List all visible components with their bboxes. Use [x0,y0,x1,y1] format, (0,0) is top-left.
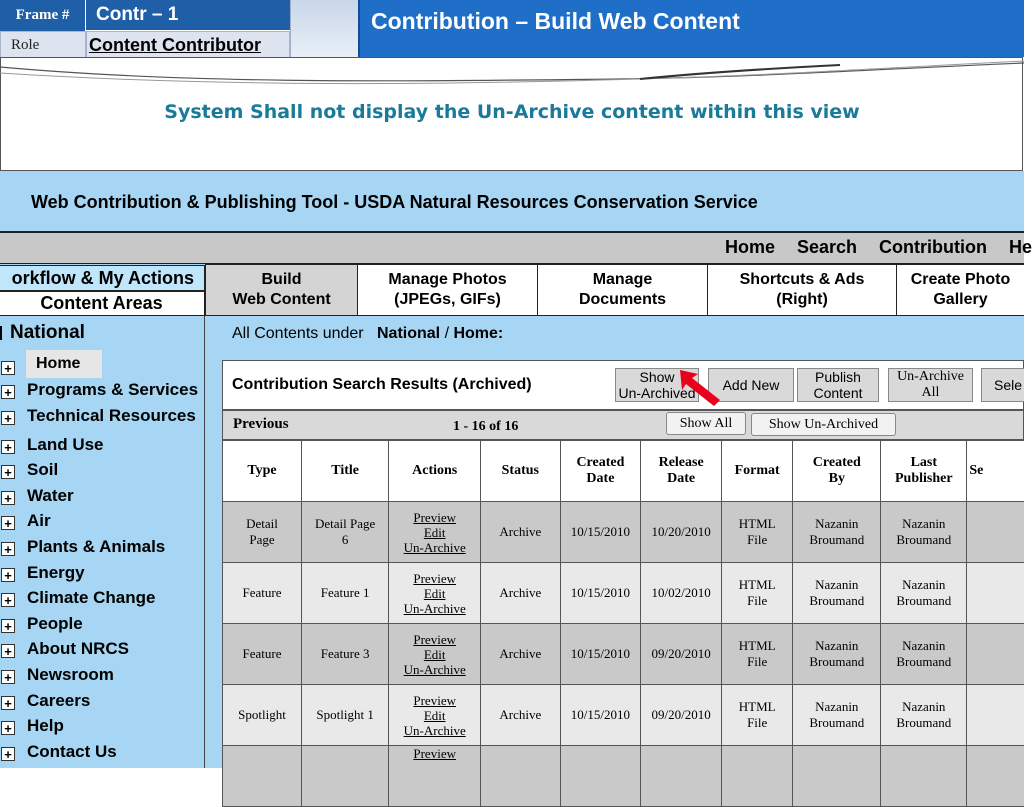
red-pointer-arrow-icon [678,368,724,408]
column-header[interactable] [641,441,722,502]
nav-home[interactable]: Home [724,237,775,257]
cell-created-by [793,563,881,624]
tab-line: Gallery [933,291,988,308]
tab-line: Manage [592,271,653,288]
tab-line: (Right) [776,291,828,308]
tree-item[interactable]: Careers [27,691,91,710]
tree-item[interactable]: Technical Resources [27,406,196,425]
expand-icon[interactable]: + [1,465,15,479]
cell-line: Broumand [809,715,865,730]
cell-text: 09/20/2010 [651,707,711,722]
cell-actions [389,502,481,563]
table-cell [967,746,1024,807]
cell-title [301,502,388,563]
cell-last-publisher [881,502,967,563]
tab-manage-documents[interactable] [537,264,708,316]
expand-icon[interactable]: + [1,696,15,710]
btn-line: Content [813,385,863,401]
header-line: Type [247,463,277,478]
cell-line: Nazanin [902,577,946,592]
cell-line: HTML [738,638,776,653]
cell-extra [967,624,1024,685]
previous-link[interactable]: Previous [233,416,289,432]
cell-line: 6 [341,532,349,547]
expand-icon[interactable]: + [1,361,15,375]
cell-line: File [747,532,768,547]
unarchive-all-button[interactable] [888,368,973,402]
edit-link[interactable]: Edit [423,646,446,662]
cell-line: Broumand [896,715,952,730]
cell-format [722,685,793,746]
cell-title [301,563,388,624]
cell-type [223,685,302,746]
cell-line: HTML [738,577,776,592]
btn-line: Publish [815,369,861,385]
header-line: Date [667,471,696,486]
cell-created-date [560,563,641,624]
tab-line: Build [261,271,302,288]
tab-content-areas[interactable]: Content Areas [0,291,205,316]
expand-icon[interactable]: + [1,747,15,761]
table-row [223,685,1025,746]
cell-extra [967,502,1024,563]
cell-extra [967,685,1024,746]
tab-line: Create Photo [910,271,1011,288]
unarchive-link[interactable]: Un-Archive [403,600,466,616]
cell-line: Nazanin [902,638,946,653]
cell-title [301,624,388,685]
breadcrumb-sep: / [444,325,450,342]
header-line: Last [910,455,938,470]
preview-link[interactable]: Preview [413,746,456,761]
table-cell [793,746,881,807]
show-all-button[interactable]: Show All [666,412,746,435]
select-button[interactable] [981,368,1024,402]
table-cell [560,746,641,807]
cell-text: 10/15/2010 [570,585,631,600]
table-row [223,624,1025,685]
cell-line: Nazanin [815,516,859,531]
tree-item[interactable]: Water [27,486,74,505]
cell-release-date [641,624,722,685]
cell-line: Feature [242,585,282,600]
cell-status [481,624,560,685]
cell-text: 10/20/2010 [651,524,711,539]
cell-created-date [560,685,641,746]
cell-line: Broumand [896,593,952,608]
tree-item[interactable]: Air [27,511,51,530]
results-title: Contribution Search Results (Archived) [232,376,532,393]
header-line: Actions [412,463,458,478]
nav-help[interactable]: He [1008,237,1032,257]
cell-release-date [641,502,722,563]
cell-type [223,502,302,563]
cell-created-date [560,624,641,685]
cell-text: 10/15/2010 [570,646,631,661]
preview-link[interactable]: Preview [413,570,456,586]
tab-line: Documents [578,291,667,308]
cell-line: File [747,715,768,730]
column-header[interactable] [722,441,793,502]
expand-icon[interactable]: + [1,568,15,582]
tree-item-home[interactable]: Home [26,350,102,378]
expand-icon[interactable]: + [1,593,15,607]
pager-bar [222,410,1024,440]
cell-last-publisher [881,624,967,685]
cell-created-by [793,502,881,563]
tab-line: Web Content [232,291,331,308]
tab-manage-photos[interactable] [357,264,538,316]
table-row [223,563,1025,624]
cell-last-publisher [881,563,967,624]
btn-line: All [921,385,940,400]
header-spacer [290,0,359,59]
cell-release-date [641,685,722,746]
header-line: Publisher [895,471,953,486]
publish-content-button[interactable] [797,368,879,402]
decorative-swoosh [0,57,1024,97]
breadcrumb-national[interactable]: National [376,325,441,342]
cell-line: Broumand [896,532,952,547]
column-header[interactable] [301,441,388,502]
cell-line: Feature 3 [320,646,370,661]
cell-line: Nazanin [815,699,859,714]
header-line: Title [331,463,359,478]
btn-line: Show [639,369,675,385]
cell-created-by [793,624,881,685]
cell-line: Page [249,532,275,547]
btn-line: Un-Archive [897,369,964,384]
show-unarchived-button-2[interactable]: Show Un-Archived [751,413,896,436]
cell-format [722,502,793,563]
cell-line: Nazanin [815,638,859,653]
edit-link[interactable]: Edit [423,707,446,723]
tree-item[interactable]: Energy [27,563,85,582]
cell-status [481,685,560,746]
cell-text: 10/02/2010 [651,585,711,600]
cell-line: Nazanin [902,699,946,714]
expand-icon[interactable]: + [1,721,15,735]
breadcrumb-home[interactable]: Home: [453,325,504,342]
column-header[interactable] [389,441,481,502]
expand-icon[interactable]: + [1,619,15,633]
table-cell [722,746,793,807]
requirement-note: System Shall not display the Un-Archive content within this view [164,101,860,123]
breadcrumb-prefix: All Contents under [232,325,364,342]
cell-line: HTML [738,699,776,714]
tree-item[interactable]: People [27,614,83,633]
expand-icon[interactable]: + [1,491,15,505]
expand-icon[interactable]: + [1,670,15,684]
column-header[interactable] [223,441,302,502]
expand-icon[interactable]: + [1,411,15,425]
cell-actions [389,563,481,624]
role-value: Content Contributor [86,31,290,59]
cell-line: Spotlight [238,707,286,722]
nav-search[interactable]: Search [796,237,858,257]
table-header-row [223,441,1025,502]
frame-value: Contr – 1 [86,0,290,31]
cell-text: Archive [499,585,542,600]
cell-type [223,624,302,685]
cell-line: Nazanin [902,516,946,531]
cell-line: Nazanin [815,577,859,592]
cell-text: 10/15/2010 [570,524,631,539]
edit-link[interactable]: Edit [423,585,446,601]
cell-line: Feature 1 [320,585,370,600]
header-line: Created [812,455,861,470]
edit-link[interactable]: Edit [423,524,446,540]
expand-icon[interactable]: + [1,542,15,556]
cell-release-date [641,563,722,624]
tree-item[interactable]: Land Use [27,435,104,454]
tab-line: Shortcuts & Ads [739,271,865,288]
tab-workflow-actions[interactable]: orkflow & My Actions [0,265,205,291]
cell-text: Archive [499,524,542,539]
cell-line: Broumand [896,654,952,669]
tab-create-photo-gallery[interactable] [896,264,1024,316]
table-cell [301,746,388,807]
header-line: Status [501,463,539,478]
role-label: Role [0,31,86,59]
tab-line: (JPEGs, GIFs) [394,291,501,308]
column-header[interactable] [560,441,641,502]
table-cell [881,746,967,807]
cell-line: Detail Page [314,516,376,531]
app-title: Web Contribution & Publishing Tool - USDA Natural Resources Conservation Service [31,192,758,212]
tab-shortcuts-ads[interactable] [707,264,897,316]
cell-line: Broumand [809,654,865,669]
table-cell [481,746,560,807]
cell-line: File [747,654,768,669]
cell-created-by [793,685,881,746]
tree-item[interactable]: Plants & Animals [27,537,166,556]
cell-type [223,563,302,624]
cell-format [722,563,793,624]
header-line: Release [658,455,704,470]
cell-status [481,502,560,563]
cell-format [722,624,793,685]
top-nav [725,237,1032,258]
expand-icon[interactable]: + [1,516,15,530]
header-line: By [828,471,845,486]
slide-title: Contribution – Build Web Content [358,0,1024,57]
results-table [222,440,1024,807]
expand-icon[interactable]: + [1,385,15,399]
tree-item[interactable]: Climate Change [27,588,156,607]
cell-actions [389,685,481,746]
cell-line: File [747,593,768,608]
cell-extra [967,563,1024,624]
header-line: Created [576,455,625,470]
tree-item[interactable]: Help [27,716,64,735]
table-cell [223,746,302,807]
tree-item[interactable]: Contact Us [27,742,117,761]
frame-label: Frame # [0,0,86,31]
header-line: Date [586,471,615,486]
column-header[interactable] [793,441,881,502]
breadcrumb [232,325,503,343]
tree-root-marker [0,326,2,340]
btn-line: Sele [994,377,1023,393]
table-cell [389,746,481,807]
cell-line: Detail [246,516,278,531]
unarchive-link[interactable]: Un-Archive [403,539,466,555]
table-row [223,746,1025,807]
cell-last-publisher [881,685,967,746]
cell-line: Feature [242,646,282,661]
tree-item[interactable]: About NRCS [27,639,129,658]
tree-item[interactable]: Programs & Services [27,380,199,399]
cell-line: Spotlight 1 [316,707,374,722]
cell-text: Archive [499,707,542,722]
unarchive-link[interactable]: Un-Archive [403,722,466,738]
nav-contribution[interactable]: Contribution [879,237,987,257]
cell-line: Broumand [809,593,865,608]
cell-text: Archive [499,646,542,661]
btn-line: Un-Archived [618,385,696,401]
table-row [223,502,1025,563]
table-body [223,502,1025,807]
cell-created-date [560,502,641,563]
tab-line: Manage Photos [388,271,507,288]
cell-actions [389,624,481,685]
cell-line: HTML [738,516,776,531]
expand-icon[interactable]: + [1,644,15,658]
tree-item[interactable]: Newsroom [27,665,114,684]
tree-root-national[interactable]: National [10,322,85,343]
cell-text: 09/20/2010 [651,646,711,661]
column-header[interactable] [967,441,1024,502]
column-header[interactable] [481,441,560,502]
column-header[interactable] [881,441,967,502]
btn-line: Add New [722,377,780,393]
cell-line: Broumand [809,532,865,547]
cell-title [301,685,388,746]
table-cell [641,746,722,807]
header-line: Format [734,463,780,478]
tree-item[interactable]: Soil [27,460,59,479]
expand-icon[interactable]: + [1,440,15,454]
preview-link[interactable]: Preview [413,509,456,525]
unarchive-link[interactable]: Un-Archive [403,661,466,677]
preview-link[interactable]: Preview [413,631,456,647]
result-count: 1 - 16 of 16 [453,419,519,434]
cell-text: 10/15/2010 [570,707,631,722]
cell-status [481,563,560,624]
header-line: Se [969,463,984,478]
tab-build-web-content[interactable] [205,264,358,316]
preview-link[interactable]: Preview [413,692,456,708]
